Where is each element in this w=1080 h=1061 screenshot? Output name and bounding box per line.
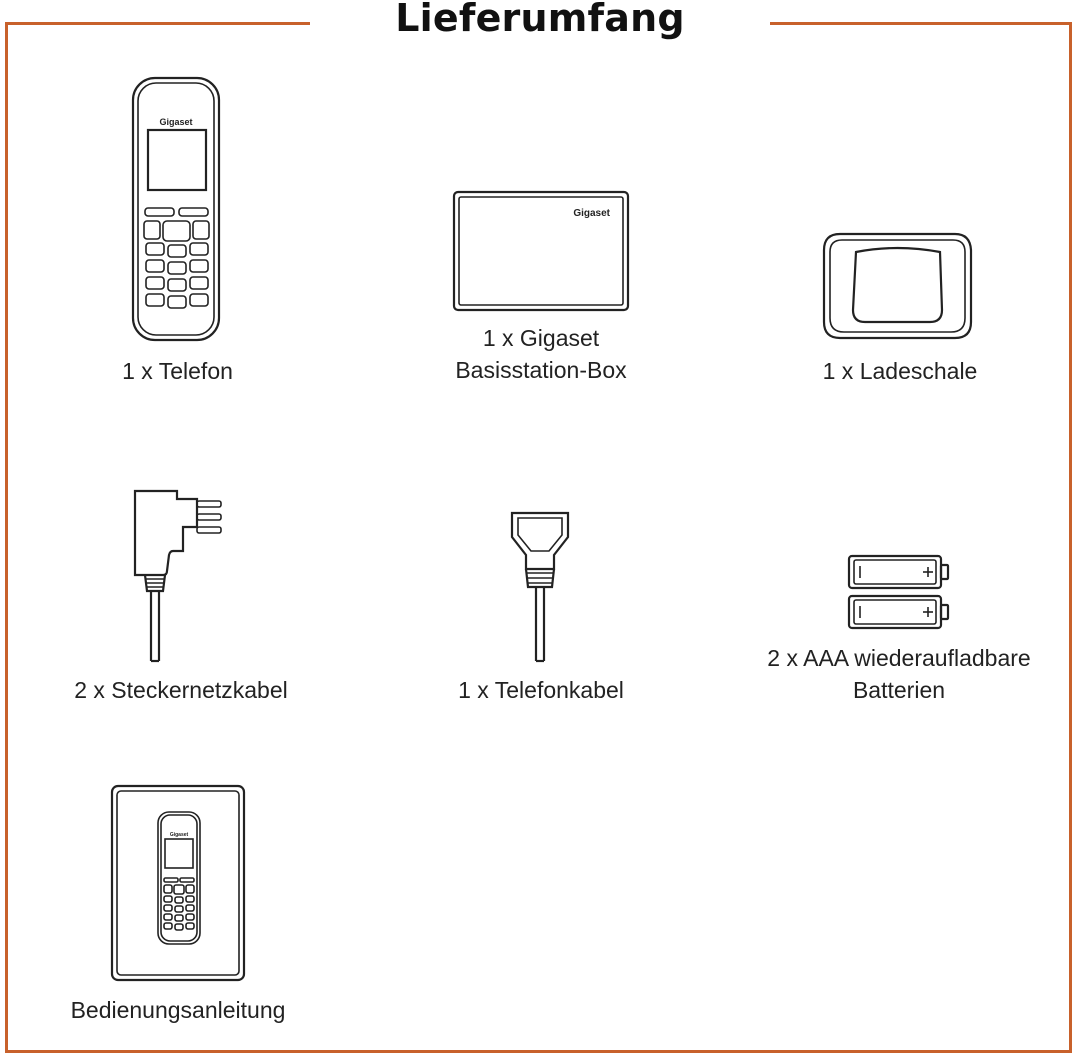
base-logo: Gigaset [573, 208, 610, 219]
caption-bedienungsanleitung: Bedienungsanleitung [70, 997, 286, 1023]
handset-icon [130, 75, 222, 345]
caption-basisstation: 1 x Gigaset Basisstation-Box [455, 325, 627, 383]
page-title: Lieferumfang [395, 0, 685, 40]
base-station-box-icon [452, 190, 630, 312]
manual-logo: Gigaset [169, 832, 189, 838]
batteries-icon [846, 553, 952, 633]
manual-icon [110, 784, 246, 982]
phone-cable-icon [508, 509, 572, 665]
caption-batterien: 2 x AAA wiederaufladbare Batterien [767, 645, 1031, 703]
power-adapter-icon [125, 487, 225, 665]
caption-telefon: 1 x Telefon [122, 358, 233, 384]
caption-ladeschale: 1 x Ladeschale [822, 358, 978, 384]
caption-steckernetzkabel: 2 x Steckernetzkabel [74, 677, 288, 703]
handset-logo: Gigaset [159, 117, 193, 127]
charging-cradle-icon [820, 230, 975, 342]
caption-telefonkabel: 1 x Telefonkabel [458, 677, 624, 703]
